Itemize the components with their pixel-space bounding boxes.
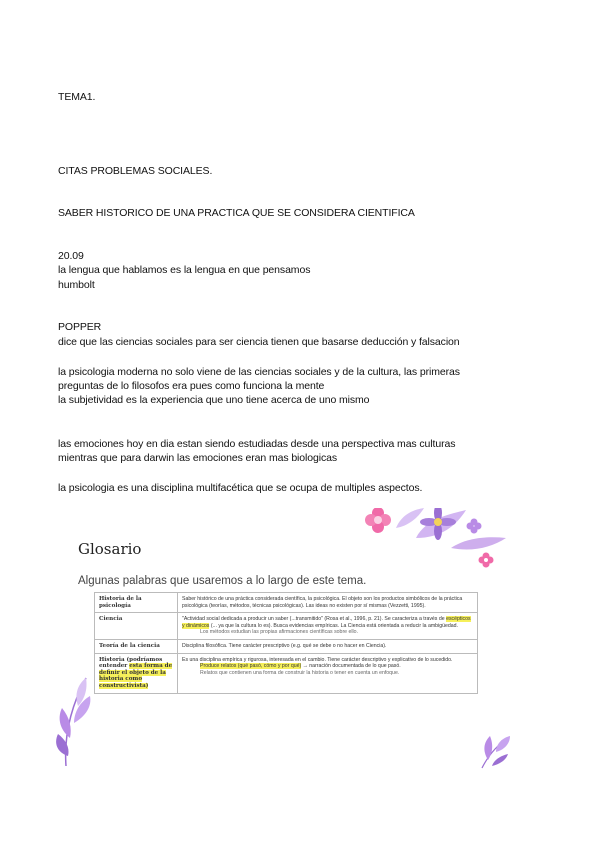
definition-cell [178, 613, 478, 640]
term-text: entender [99, 663, 128, 670]
definition-cell: Disciplina filosófica. Tiene carácter prescriptivo (e.g. qué se debe o no hacer en Ciencia). [178, 639, 478, 653]
author-heading: POPPER [58, 321, 102, 333]
definition-text: (... ya que la cultura lo es). Busca evidencias empíricas. La Ciencia está orientada a reducir la ambigüedad. [210, 622, 458, 629]
note-line: la subjetividad es la experiencia que uno tiene acerca de uno mismo [58, 394, 370, 406]
flower-decoration-icon [356, 508, 512, 572]
note-line: dice que las ciencias sociales para ser ciencia tienen que basarse deducción y falsacion [58, 336, 460, 348]
table-row [95, 593, 478, 613]
definition-text: Es una disciplina empírica y rigurosa, interesada en el cambio. Tiene carácter descriptivo y explicativo de lo sucedido. [182, 656, 453, 663]
glossary-image [56, 508, 512, 770]
table-row [95, 639, 478, 653]
term-cell: Teoría de la ciencia [95, 639, 178, 653]
note-line: preguntas de lo filosofos era pues como funciona la mente [58, 380, 325, 392]
highlighted-term-text: esta forma de definir el objeto de la historia como [99, 663, 173, 683]
definition-cell [178, 653, 478, 693]
note-line: la psicologia moderna no solo viene de las ciencias sociales y de la cultura, las primeras [58, 366, 460, 378]
highlighted-text: Produce relatos (qué pasó, cómo y por qué) [200, 663, 302, 670]
leaf-decoration-icon [476, 730, 512, 770]
term-cell: Ciencia [95, 613, 178, 640]
table-row [95, 613, 478, 640]
topic-title: TEMA1. [58, 91, 96, 103]
glossary-title: Glosario [78, 540, 142, 558]
definition-note: Los métodos estudian las propias afirmaciones científicas sobre ello. [200, 629, 359, 636]
term-cell [95, 653, 178, 693]
note-line: la psicologia es una disciplina multifacética que se ocupa de multiples aspectos. [58, 482, 423, 494]
definition-cell: Saber histórico de una práctica considerada científica, la psicológica. El objeto son los productos simbólicos de la práctica psicológica (teorías, métodos, técnicas psicológicas). Las ideas no existen por sí mismas (Vezzetti, 1995). [178, 593, 478, 613]
date-note: 20.09 [58, 250, 84, 262]
note-line: las emociones hoy en dia estan siendo estudiadas desde una perspectiva mas culturas [58, 438, 456, 450]
term-cell: Historia de la psicología [95, 593, 178, 613]
note-line: mientras que para darwin las emociones eran mas biologicas [58, 452, 338, 464]
table-row [95, 653, 478, 693]
note-line: la lengua que hablamos es la lengua en que pensamos [58, 264, 311, 276]
term-text: Historia (podríamos [99, 656, 163, 663]
leaf-decoration-icon [56, 668, 96, 768]
section-heading: SABER HISTORICO DE UNA PRACTICA QUE SE CONSIDERA CIENTIFICA [58, 207, 415, 219]
definition-text: → narración documentada de lo que pasó. [302, 663, 401, 670]
glossary-subtitle: Algunas palabras que usaremos a lo largo de este tema. [78, 575, 367, 587]
highlighted-term-text: constructivista) [99, 682, 149, 689]
note-line: humbolt [58, 279, 95, 291]
definition-note: Relatos que contienen una forma de construir la historia o tener en cuenta un enfoque. [200, 669, 400, 676]
definition-text: "Actividad social dedicada a producir un saber (...transmitido" (Rosa et al., 1996, p. 21). Se caracteriza a través de [182, 616, 445, 623]
highlighted-text: escépticos y dinámicos [182, 616, 471, 629]
section-heading: CITAS PROBLEMAS SOCIALES. [58, 165, 213, 177]
glossary-table [94, 592, 478, 694]
